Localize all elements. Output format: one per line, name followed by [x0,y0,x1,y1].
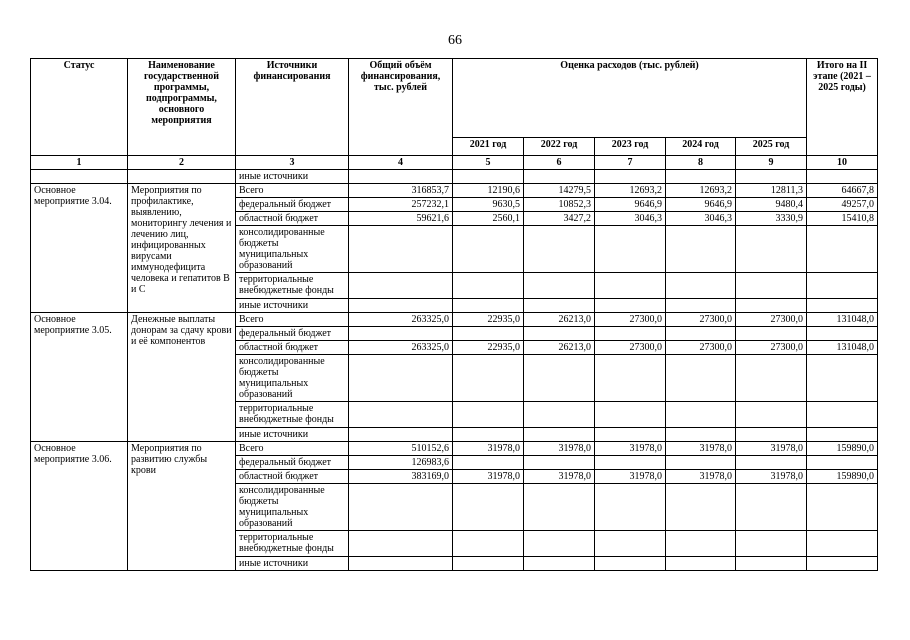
column-number: 4 [349,156,453,170]
column-number: 2 [128,156,236,170]
year-value-cell [595,299,666,313]
status-cell: Основное мероприятие 3.06. [31,442,128,571]
year-value-cell: 31978,0 [736,470,807,484]
stage-total-cell: 159890,0 [807,442,878,456]
total-volume-cell: 383169,0 [349,470,453,484]
stage-total-cell [807,299,878,313]
table-row [31,313,878,327]
total-volume-cell: 257232,1 [349,198,453,212]
year-value-cell [666,355,736,402]
year-value-cell [736,428,807,442]
year-value-cell [736,355,807,402]
year-value-cell [453,557,524,571]
header-stage-total: Итого на II этапе (2021 – 2025 годы) [807,59,878,156]
table-row [31,442,878,456]
stage-total-cell [807,557,878,571]
total-volume-cell: 263325,0 [349,341,453,355]
year-value-cell [524,273,595,299]
table-body [31,156,878,571]
year-value-cell: 14279,5 [524,184,595,198]
year-value-cell [666,327,736,341]
total-volume-cell: 510152,6 [349,442,453,456]
year-value-cell: 2560,1 [453,212,524,226]
source-cell: территориальные внебюджетные фонды [236,273,349,299]
year-value-cell [736,402,807,428]
year-value-cell [453,484,524,531]
year-value-cell [453,327,524,341]
year-value-cell: 3330,9 [736,212,807,226]
year-value-cell: 9630,5 [453,198,524,212]
source-cell: иные источники [236,170,349,184]
stage-total-cell [807,327,878,341]
year-value-cell: 27300,0 [666,341,736,355]
status-cell: Основное мероприятие 3.04. [31,184,128,313]
source-cell: территориальные внебюджетные фонды [236,531,349,557]
year-value-cell [595,428,666,442]
source-cell: территориальные внебюджетные фонды [236,402,349,428]
stage-total-cell [807,355,878,402]
value-cell [666,170,736,184]
header-year: 2022 год [524,138,595,156]
column-number: 6 [524,156,595,170]
year-value-cell [524,484,595,531]
source-cell: консолидированные бюджеты муниципальных образований [236,484,349,531]
year-value-cell [666,456,736,470]
year-value-cell: 3427,2 [524,212,595,226]
year-value-cell [666,299,736,313]
year-value-cell: 12811,3 [736,184,807,198]
year-value-cell: 3046,3 [666,212,736,226]
status-cell [31,170,128,184]
year-value-cell [524,355,595,402]
year-value-cell: 27300,0 [666,313,736,327]
year-value-cell [453,226,524,273]
year-value-cell [736,226,807,273]
year-value-cell: 27300,0 [595,341,666,355]
source-cell: иные источники [236,428,349,442]
total-volume-cell: 263325,0 [349,313,453,327]
year-value-cell: 27300,0 [736,313,807,327]
name-cell: Мероприятия по развитию службы крови [128,442,236,571]
year-value-cell: 31978,0 [666,442,736,456]
header-status: Статус [31,59,128,156]
year-value-cell: 12693,2 [595,184,666,198]
source-cell: областной бюджет [236,470,349,484]
value-cell [349,170,453,184]
header-year: 2021 год [453,138,524,156]
name-cell: Мероприятия по профилактике, выявлению, мониторингу лечения и лечению лиц, инфицированных вирусами иммунодефицита человека и гепатитов В и С [128,184,236,313]
year-value-cell [736,484,807,531]
year-value-cell [453,355,524,402]
year-value-cell [595,355,666,402]
total-volume-cell [349,355,453,402]
year-value-cell [666,531,736,557]
year-value-cell: 9480,4 [736,198,807,212]
source-cell: Всего [236,313,349,327]
year-value-cell: 31978,0 [453,470,524,484]
stage-total-cell: 49257,0 [807,198,878,212]
stage-total-cell: 15410,8 [807,212,878,226]
year-value-cell [736,273,807,299]
year-value-cell [736,327,807,341]
year-value-cell [666,226,736,273]
stage-total-cell: 131048,0 [807,313,878,327]
year-value-cell [595,273,666,299]
status-cell: Основное мероприятие 3.05. [31,313,128,442]
source-cell: федеральный бюджет [236,456,349,470]
total-volume-cell [349,484,453,531]
column-number: 1 [31,156,128,170]
stage-total-cell: 64667,8 [807,184,878,198]
year-value-cell [666,402,736,428]
year-value-cell: 31978,0 [666,470,736,484]
value-cell [524,170,595,184]
year-value-cell: 22935,0 [453,313,524,327]
year-value-cell [453,299,524,313]
source-cell: иные источники [236,557,349,571]
year-value-cell [453,402,524,428]
column-number: 8 [666,156,736,170]
source-cell: федеральный бюджет [236,198,349,212]
source-cell: Всего [236,184,349,198]
value-cell [807,170,878,184]
value-cell [595,170,666,184]
total-volume-cell: 316853,7 [349,184,453,198]
page-number: 66 [448,33,462,48]
header-estimate: Оценка расходов (тыс. рублей) [453,59,807,138]
header-sources: Источники финансирования [236,59,349,156]
year-value-cell: 31978,0 [595,442,666,456]
year-value-cell [595,484,666,531]
stage-total-cell [807,226,878,273]
column-number: 7 [595,156,666,170]
year-value-cell [736,299,807,313]
year-value-cell [524,299,595,313]
column-numbers-row [31,156,878,170]
total-volume-cell [349,273,453,299]
year-value-cell [595,557,666,571]
year-value-cell [524,456,595,470]
column-number: 5 [453,156,524,170]
header-year: 2023 год [595,138,666,156]
year-value-cell: 12693,2 [666,184,736,198]
year-value-cell [524,428,595,442]
total-volume-cell [349,557,453,571]
year-value-cell [595,226,666,273]
year-value-cell: 3046,3 [595,212,666,226]
year-value-cell: 9646,9 [595,198,666,212]
table-row [31,170,878,184]
source-cell: областной бюджет [236,212,349,226]
year-value-cell [453,456,524,470]
year-value-cell: 27300,0 [736,341,807,355]
year-value-cell [736,456,807,470]
header-year: 2025 год [736,138,807,156]
total-volume-cell: 126983,6 [349,456,453,470]
total-volume-cell [349,402,453,428]
stage-total-cell [807,456,878,470]
year-value-cell [595,531,666,557]
column-number: 9 [736,156,807,170]
column-number: 3 [236,156,349,170]
year-value-cell [666,273,736,299]
name-cell: Денежные выплаты донорам за сдачу крови и её компонентов [128,313,236,442]
year-value-cell [524,531,595,557]
source-cell: консолидированные бюджеты муниципальных образований [236,226,349,273]
source-cell: консолидированные бюджеты муниципальных образований [236,355,349,402]
value-cell [453,170,524,184]
header-year: 2024 год [666,138,736,156]
year-value-cell [453,531,524,557]
year-value-cell [666,428,736,442]
value-cell [736,170,807,184]
column-number: 10 [807,156,878,170]
year-value-cell [453,428,524,442]
source-cell: Всего [236,442,349,456]
total-volume-cell [349,226,453,273]
year-value-cell: 31978,0 [736,442,807,456]
stage-total-cell [807,531,878,557]
year-value-cell [666,557,736,571]
stage-total-cell: 131048,0 [807,341,878,355]
year-value-cell [595,402,666,428]
table-row [31,184,878,198]
stage-total-cell: 159890,0 [807,470,878,484]
year-value-cell [453,273,524,299]
year-value-cell: 12190,6 [453,184,524,198]
stage-total-cell [807,273,878,299]
header-name: Наименование государственной программы, подпрограммы, основного мероприятия [128,59,236,156]
year-value-cell [666,484,736,531]
source-cell: областной бюджет [236,341,349,355]
year-value-cell [524,327,595,341]
name-cell [128,170,236,184]
year-value-cell: 22935,0 [453,341,524,355]
expenses-table [30,58,878,571]
year-value-cell: 26213,0 [524,313,595,327]
year-value-cell: 27300,0 [595,313,666,327]
stage-total-cell [807,428,878,442]
year-value-cell: 26213,0 [524,341,595,355]
total-volume-cell [349,299,453,313]
year-value-cell [524,402,595,428]
source-cell: федеральный бюджет [236,327,349,341]
source-cell: иные источники [236,299,349,313]
total-volume-cell [349,327,453,341]
year-value-cell: 31978,0 [595,470,666,484]
stage-total-cell [807,484,878,531]
year-value-cell [736,531,807,557]
year-value-cell [736,557,807,571]
year-value-cell [524,226,595,273]
year-value-cell: 10852,3 [524,198,595,212]
year-value-cell [595,327,666,341]
total-volume-cell [349,428,453,442]
stage-total-cell [807,402,878,428]
total-volume-cell [349,531,453,557]
year-value-cell: 31978,0 [453,442,524,456]
year-value-cell [524,557,595,571]
year-value-cell: 31978,0 [524,442,595,456]
year-value-cell: 9646,9 [666,198,736,212]
header-total-volume: Общий объём финансирования, тыс. рублей [349,59,453,156]
year-value-cell: 31978,0 [524,470,595,484]
year-value-cell [595,456,666,470]
total-volume-cell: 59621,6 [349,212,453,226]
